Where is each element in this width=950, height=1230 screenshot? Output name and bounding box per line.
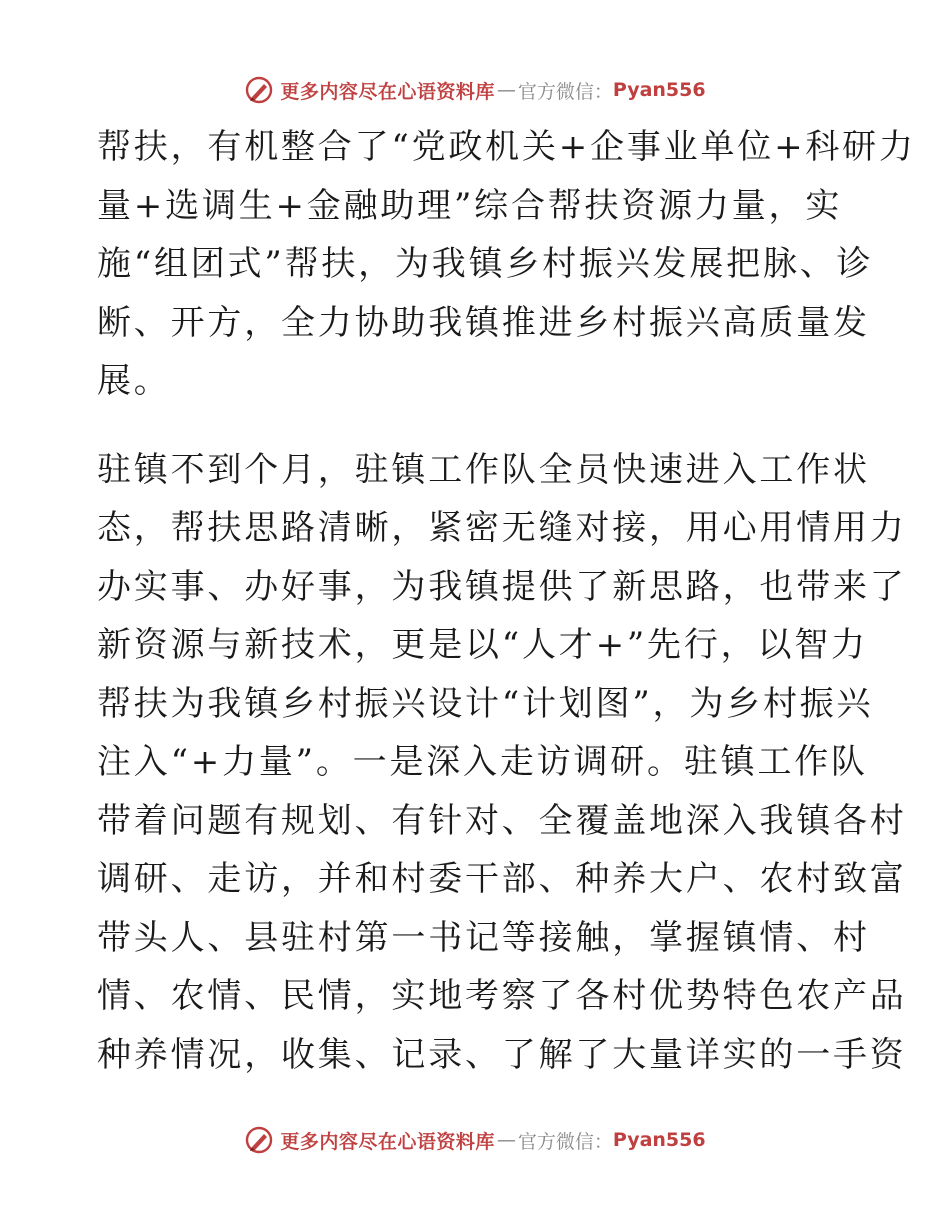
text-line: 新资源与新技术，更是以“人才+”先行，以智力 <box>97 625 868 665</box>
text-line: 帮扶，有机整合了“党政机关+企事业单位+科研力 <box>97 127 916 167</box>
header-separator: — <box>496 79 516 101</box>
footer-brand-text: 更多内容尽在心语资料库 <box>280 1130 495 1153</box>
document-body <box>97 118 916 1084</box>
paragraph-1 <box>97 118 916 411</box>
text-line: 帮扶为我镇乡村振兴设计“计划图”，为乡村振兴 <box>97 683 874 724</box>
text-line: 种养情况，收集、记录、了解了大量详实的一手资 <box>97 1034 907 1075</box>
footer-account: Pyan556 <box>612 1129 706 1151</box>
text-line: 展。 <box>97 361 171 401</box>
text-line: 办实事、办好事，为我镇提供了新思路，也带来了 <box>97 566 907 607</box>
text-line: 量+选调生+金融助理”综合帮扶资源力量，实 <box>97 185 843 226</box>
paragraph-2 <box>97 441 907 1085</box>
header-account: Pyan556 <box>612 79 706 101</box>
footer-wechat-label: 官方微信： <box>517 1130 613 1153</box>
text-line: 调研、走访，并和村委干部、种养大户、农村致富 <box>97 859 907 899</box>
footer-watermark <box>0 1120 950 1160</box>
pen-logo-icon <box>244 1125 274 1155</box>
header-brand-text: 更多内容尽在心语资料库 <box>280 80 495 103</box>
pen-logo-icon <box>244 75 274 105</box>
footer-separator: — <box>496 1129 516 1151</box>
text-line: 断、开方，全力协助我镇推进乡村振兴高质量发 <box>97 302 870 343</box>
text-line: 带着问题有规划、有针对、全覆盖地深入我镇各村 <box>97 800 907 841</box>
text-line: 带头人、县驻村第一书记等接触，掌握镇情、村 <box>97 917 870 958</box>
header-wechat-label: 官方微信： <box>517 80 613 103</box>
text-line: 施“组团式”帮扶，为我镇乡村振兴发展把脉、诊 <box>97 244 874 284</box>
text-line: 注入“+力量”。一是深入走访调研。驻镇工作队 <box>97 742 868 782</box>
paragraph-gap <box>97 411 857 441</box>
header-watermark <box>0 70 950 110</box>
text-line: 驻镇不到个月，驻镇工作队全员快速进入工作状 <box>97 449 870 490</box>
text-line: 情、农情、民情，实地考察了各村优势特色农产品 <box>97 976 907 1016</box>
text-line: 态，帮扶思路清晰，紧密无缝对接，用心用情用力 <box>97 508 907 548</box>
